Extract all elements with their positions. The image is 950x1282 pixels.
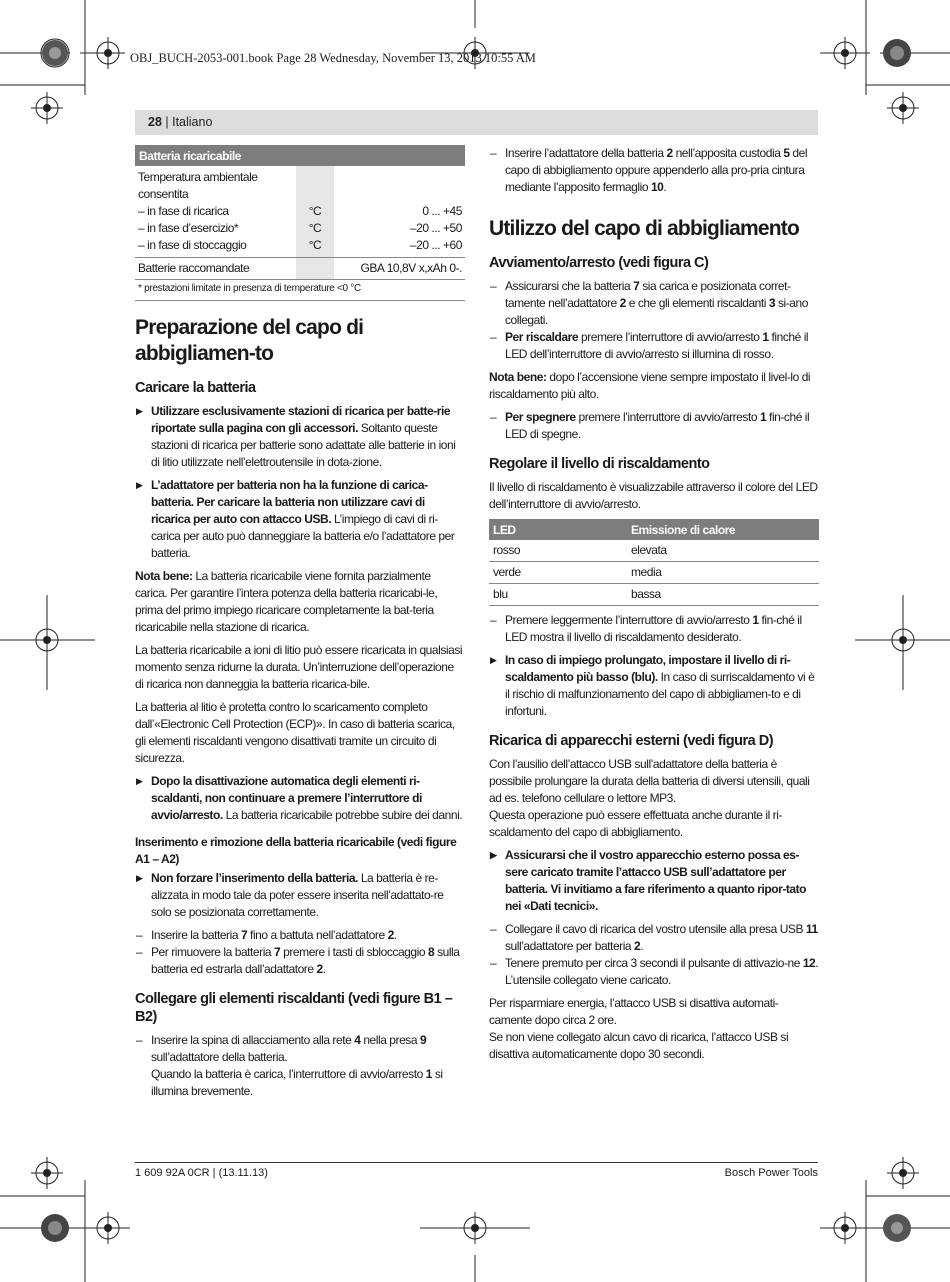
- note-paragraph: Nota bene: dopo l’accensione viene sempre impostato il livel-lo di riscaldamento più alto.: [489, 370, 811, 401]
- battery-group-label: Temperatura ambientale consentita: [138, 170, 258, 201]
- page-header: [148, 115, 212, 129]
- table-row: rosso elevata: [489, 540, 819, 562]
- warning-item: ▶ Assicurarsi che il vostro apparecchio esterno possa es-sere caricato tramite l’attacco USB sull’adattatore per batteria. Vi invitiamo a fare riferimento a quanto ripor-tato nei «Dati tecnici».: [489, 847, 819, 915]
- battery-row: – in fase di stoccaggio °C –20 ... +60: [135, 237, 465, 258]
- paragraph: Con l’ausilio dell’attacco USB sull’adattatore della batteria è possibile prolungare la durata della batteria di diversi utensili, quali ad es. telefono cellulare o lettore MP3.: [489, 757, 810, 805]
- list-item: – Inserire la spina di allacciamento alla rete 4 nella presa 9 sull’adattatore della batteria.: [135, 1032, 465, 1066]
- footer-doc-number: 1 609 92A 0CR | (13.11.13): [135, 1167, 268, 1179]
- warning-item: ▶ Utilizzare esclusivamente stazioni di ricarica per batte-rie riportate sulla pagina con gli accessori. Soltanto queste stazioni di ricarica per batterie sono adattate alle batterie in ioni di litio utilizzate nell’elettroutensile in dota-zione.: [135, 403, 465, 471]
- led-table-header: Emissione di calore: [627, 519, 819, 540]
- list-item: – Collegare il cavo di ricarica del vostro utensile alla presa USB 11 sull’adattatore per batteria 2.: [489, 921, 819, 955]
- list-item-continuation: Quando la batteria è carica, l’interruttore di avvio/arresto 1 si illumina brevemente.: [151, 1067, 443, 1098]
- list-item-continuation: L’utensile collegato viene caricato.: [505, 973, 671, 987]
- warning-item: ▶ In caso di impiego prolungato, impostare il livello di ri-scaldamento più basso (blu). In caso di surriscaldamento vi è il rischio di malfunzionamento del capo di abbigliamen-to e di infortuni.: [489, 652, 819, 720]
- section-heading-preparation: Preparazione del capo di abbigliamen-to: [135, 316, 364, 365]
- paragraph: Se non viene collegato alcun cavo di ricarica, l’attacco USB si disattiva automaticamente dopo 30 secondi.: [489, 1030, 789, 1061]
- subheading-charge: Caricare la batteria: [135, 380, 256, 396]
- page-header-bar: [135, 110, 818, 135]
- battery-row: – in fase di ricarica °C 0 ... +45: [138, 204, 462, 218]
- paragraph: Per risparmiare energia, l’attacco USB si disattiva automati-camente dopo circa 2 ore.: [489, 996, 779, 1027]
- page-footer: [135, 1162, 818, 1183]
- led-table-header: LED: [489, 519, 627, 540]
- battery-recommended-row: Batterie raccomandate GBA 10,8V x,xAh 0-.: [135, 258, 465, 280]
- led-table: [489, 519, 819, 606]
- list-item: – Tenere premuto per circa 3 secondi il pulsante di attivazio-ne 12.: [489, 955, 819, 972]
- battery-row: – in fase d’esercizio* °C –20 ... +50: [138, 221, 462, 235]
- warning-item: ▶ Dopo la disattivazione automatica degli elementi ri-scaldanti, non continuare a premere l’interruttore di avvio/arresto. La batteria ricaricabile potrebbe subire dei danni.: [135, 773, 465, 824]
- header-separator: |: [161, 115, 173, 129]
- warning-item: ▶ Non forzare l’inserimento della batteria. La batteria è re-alizzata in modo tale da poter essere inserita nell’adattato-re solo se posizionata correttamente.: [135, 870, 465, 921]
- subheading-insert-remove: Inserimento e rimozione della batteria ricaricabile (vedi figure A1 – A2): [135, 835, 457, 866]
- left-column: [135, 145, 465, 1106]
- list-item: – Assicurarsi che la batteria 7 sia carica e posizionata corret-tamente nell’adattatore 2 e che gli elementi riscaldanti 3 si-ano collegati.: [489, 278, 819, 329]
- list-item: – Per riscaldare premere l’interruttore di avvio/arresto 1 finché il LED dell’interruttore di avvio/arresto si illumina di rosso.: [489, 329, 819, 363]
- header-language: Italiano: [172, 115, 213, 129]
- note-paragraph: Nota bene: La batteria ricaricabile viene fornita parzialmente carica. Per garantire l’intera potenza della batteria ricaricabi-le, prima del primo impiego ricaricare completamente la bat-teria ricaricabile nella stazione di ricarica.: [135, 569, 438, 634]
- list-item: – Inserire la batteria 7 fino a battuta nell’adattatore 2.: [135, 927, 465, 944]
- paragraph: La batteria ricaricabile a ioni di litio può essere ricaricata in qualsiasi momento senza ridurne la durata. Un’interruzione dell’operazione di ricarica non danneggia la batteria ricarica-bile.: [135, 643, 463, 691]
- list-item: – Premere leggermente l’interruttore di avvio/arresto 1 fin-ché il LED mostra il livello di riscaldamento desiderato.: [489, 612, 819, 646]
- subheading-external-charging: Ricarica di apparecchi esterni (vedi figura D): [489, 733, 774, 749]
- battery-footnote: * prestazioni limitate in presenza di temperature <0 °C: [138, 283, 361, 294]
- list-item: – Per rimuovere la batteria 7 premere i tasti di sbloccaggio 8 sulla batteria ed estrarla dall’adattatore 2.: [135, 944, 465, 978]
- right-column: [489, 145, 819, 1069]
- paragraph: Questa operazione può essere effettuata anche durante il ri-scaldamento del capo di abbigliamento.: [489, 808, 782, 839]
- table-row: verde media: [489, 562, 819, 584]
- battery-specs-table: [135, 145, 465, 280]
- subheading-connect: Collegare gli elementi riscaldanti (vedi figure B1 – B2): [135, 991, 453, 1025]
- list-item: – Per spegnere premere l’interruttore di avvio/arresto 1 fin-ché il LED di spegne.: [489, 409, 819, 443]
- table-row: blu bassa: [489, 584, 819, 606]
- battery-table-title: Batteria ricaricabile: [135, 145, 465, 166]
- subheading-heat-level: Regolare il livello di riscaldamento: [489, 456, 710, 472]
- book-file-line: OBJ_BUCH-2053-001.book Page 28 Wednesday, November 13, 2013 10:55 AM: [130, 51, 536, 65]
- page-number: 28: [148, 115, 162, 129]
- warning-item: ▶ L’adattatore per batteria non ha la funzione di carica-batteria. Per caricare la batteria non utilizzare cavi di ricarica per auto con attacco USB. L’impiego di cavi di ri-carica per auto può danneggiare la batteria e/o l’adattatore per batteria.: [135, 477, 465, 562]
- subheading-start-stop: Avviamento/arresto (vedi figura C): [489, 255, 709, 271]
- section-heading-use: Utilizzo del capo di abbigliamento: [489, 217, 799, 240]
- list-item: – Inserire l’adattatore della batteria 2 nell’apposita custodia 5 del capo di abbigliamento oppure appenderlo alla pro-pria cintura mediante l’apposito fermaglio 10.: [489, 145, 819, 196]
- paragraph: La batteria al litio è protetta contro lo scaricamento completo dall’«Electronic Cell Protection (ECP)». In caso di batteria scarica, gli elementi riscaldanti vengono disattivati tramite un circuito di sicurezza.: [135, 700, 455, 765]
- paragraph: Il livello di riscaldamento è visualizzabile attraverso il colore del LED dell’interruttore di avvio/arresto.: [489, 480, 818, 511]
- footer-brand: Bosch Power Tools: [724, 1167, 818, 1179]
